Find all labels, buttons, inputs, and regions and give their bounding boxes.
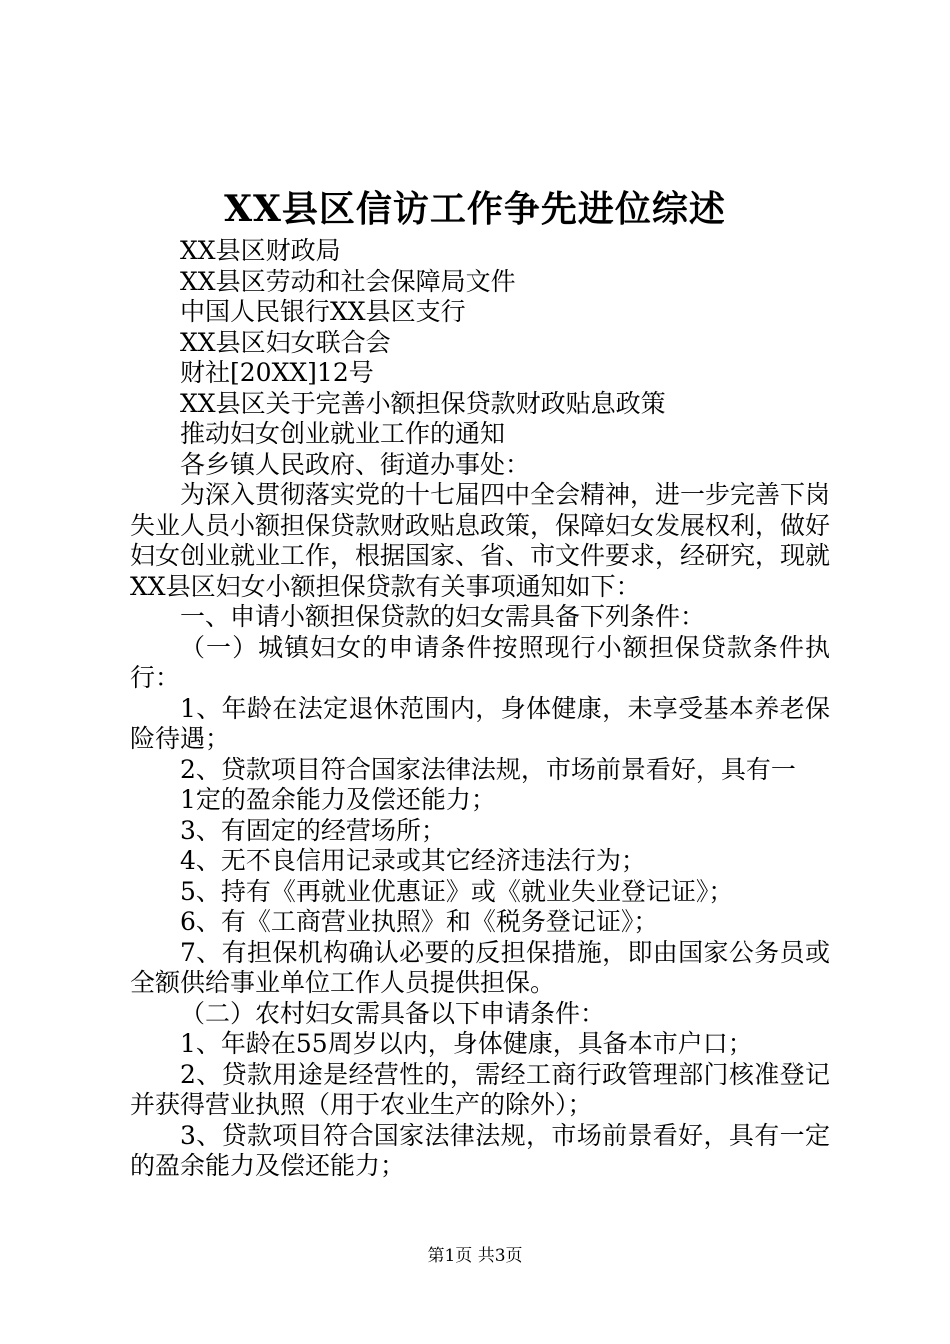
document-title: XX县区信访工作争先进位综述 [224,188,726,230]
paragraph: 7、有担保机构确认必要的反担保措施，即由国家公务员或全额供给事业单位工作人员提供担保。 [130,937,830,997]
paragraph: 2、贷款用途是经营性的，需经工商行政管理部门核准登记并获得营业执照（用于农业生产的除外）； [130,1059,830,1119]
paragraph: XX县区妇女联合会 [180,327,391,357]
paragraph: 5、持有《再就业优惠证》或《就业失业登记证》； [180,876,734,906]
paragraph: 3、有固定的经营场所； [180,815,446,845]
paragraph: XX县区劳动和社会保障局文件 [180,266,516,296]
paragraph: 中国人民银行XX县区支行 [180,297,466,326]
paragraph: 各乡镇人民政府、街道办事处： [180,449,531,479]
paragraph: 1定的盈余能力及偿还能力； [180,785,496,814]
paragraph: （一）城镇妇女的申请条件按照现行小额担保贷款条件执行： [130,632,830,692]
paragraph: 4、无不良信用记录或其它经济违法行为； [180,846,646,875]
document-body [130,236,830,1182]
paragraph: 1、年龄在法定退休范围内，身体健康，未享受基本养老保险待遇； [130,693,830,753]
paragraph: 1、年龄在55周岁以内，身体健康，具备本市户口； [180,1029,753,1058]
paragraph: 2、贷款项目符合国家法律法规，市场前景看好，具有一 [180,754,796,784]
paragraph: 一、申请小额担保贷款的妇女需具备下列条件： [180,602,706,631]
paragraph: 财社[20XX]12号 [180,358,374,387]
paragraph: 推动妇女创业就业工作的通知 [180,419,506,448]
paragraph: XX县区财政局 [180,236,341,265]
paragraph: 为深入贯彻落实党的十七届四中全会精神，进一步完善下岗失业人员小额担保贷款财政贴息政策，保障妇女发展权利，做好妇女创业就业工作，根据国家、省、市文件要求，经研究，现就XX县区妇女小额担保贷款有关事项通知如下： [130,480,831,601]
page-footer: 第1页 共3页 [427,1246,523,1266]
paragraph: （二）农村妇女需具备以下申请条件： [180,998,606,1028]
paragraph: 6、有《工商营业执照》和《税务登记证》； [180,907,659,936]
paragraph: 3、贷款项目符合国家法律法规，市场前景看好，具有一定的盈余能力及偿还能力； [130,1120,830,1180]
paragraph: XX县区关于完善小额担保贷款财政贴息政策 [180,388,666,418]
